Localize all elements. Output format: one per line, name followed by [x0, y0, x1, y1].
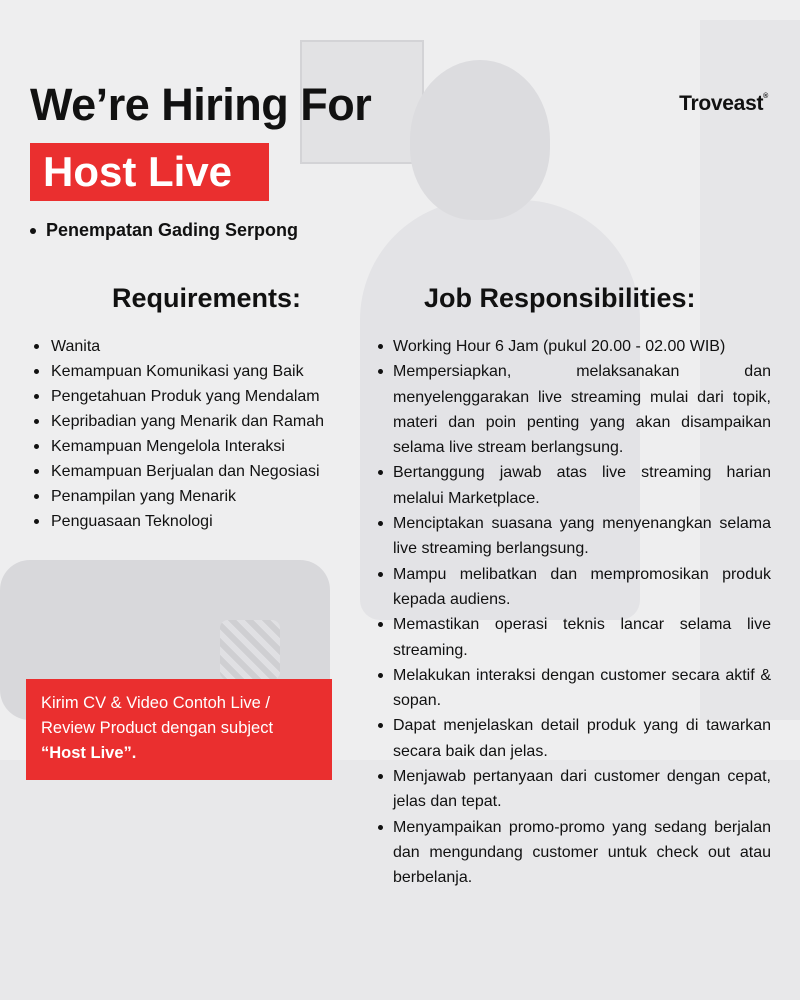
- headline: We’re Hiring For: [30, 79, 372, 130]
- brand-name: Troveast: [679, 92, 764, 115]
- placement-text: Penempatan Gading Serpong: [46, 220, 299, 240]
- responsibility-item: Dapat menjelaskan detail produk yang di tawarkan secara baik dan jelas.: [374, 713, 771, 764]
- requirement-item: [30, 334, 324, 359]
- responsibility-item: Menjawab pertanyaan dari customer dengan cepat, jelas dan tepat.: [374, 764, 771, 815]
- placement-item: [30, 220, 298, 241]
- responsibility-item: Working Hour 6 Jam (pukul 20.00 - 02.00 WIB): [374, 334, 771, 359]
- responsibility-item: Menciptakan suasana yang menyenangkan selama live streaming berlangsung.: [374, 511, 771, 562]
- requirement-text: Kepribadian yang Menarik dan Ramah: [51, 413, 325, 430]
- requirement-text: Penguasaan Teknologi: [51, 513, 213, 530]
- requirement-text: Penampilan yang Menarik: [51, 488, 236, 505]
- application-callout: [26, 679, 332, 780]
- bullet-icon: [34, 494, 39, 499]
- responsibility-item: Menyampaikan promo-promo yang sedang berjalan dan mengundang customer untuk check out atau berbelanja.: [374, 815, 771, 891]
- bullet-icon: [34, 344, 39, 349]
- callout-subject: “Host Live”.: [41, 744, 137, 762]
- requirement-text: Kemampuan Komunikasi yang Baik: [51, 363, 304, 380]
- callout-text: Kirim CV & Video Contoh Live / Review Product dengan subject: [41, 694, 274, 737]
- role-title: Host Live: [43, 148, 233, 195]
- bullet-icon: [34, 394, 39, 399]
- background-person-head: [410, 60, 550, 220]
- requirement-text: Wanita: [51, 338, 101, 355]
- background-pattern-object: [220, 620, 280, 680]
- bullet-icon: [34, 469, 39, 474]
- role-badge: [30, 143, 269, 201]
- requirements-list: [30, 334, 324, 534]
- bullet-icon: [34, 519, 39, 524]
- brand-logo: [679, 92, 768, 116]
- responsibilities-title: Job Responsibilities:: [424, 283, 696, 313]
- requirement-item: [30, 384, 324, 409]
- requirement-item: [30, 359, 324, 384]
- bullet-icon: [34, 369, 39, 374]
- bullet-icon: [34, 444, 39, 449]
- requirement-item: [30, 509, 324, 534]
- responsibility-item: Mempersiapkan, melaksanakan dan menyelenggarakan live streaming mulai dari topik, materi dan poin penting yang akan disampaikan selama live stream berlangsung.: [374, 359, 771, 460]
- requirement-item: [30, 484, 324, 509]
- requirement-text: Kemampuan Berjualan dan Negosiasi: [51, 463, 320, 480]
- bullet-icon: [34, 419, 39, 424]
- requirement-text: Pengetahuan Produk yang Mendalam: [51, 388, 320, 405]
- responsibility-item: Memastikan operasi teknis lancar selama live streaming.: [374, 612, 771, 663]
- responsibility-item: Bertanggung jawab atas live streaming harian melalui Marketplace.: [374, 460, 771, 511]
- responsibility-item: Mampu melibatkan dan mempromosikan produk kepada audiens.: [374, 562, 771, 613]
- responsibility-item: Melakukan interaksi dengan customer secara aktif & sopan.: [374, 663, 771, 714]
- placement-list: [30, 220, 298, 241]
- requirement-item: [30, 434, 324, 459]
- requirements-title: Requirements:: [112, 283, 302, 313]
- requirement-text: Kemampuan Mengelola Interaksi: [51, 438, 285, 455]
- requirement-item: [30, 409, 324, 434]
- requirement-item: [30, 459, 324, 484]
- bullet-icon: [30, 228, 36, 234]
- brand-registered-mark: ®: [763, 93, 768, 100]
- responsibilities-list: [374, 334, 771, 891]
